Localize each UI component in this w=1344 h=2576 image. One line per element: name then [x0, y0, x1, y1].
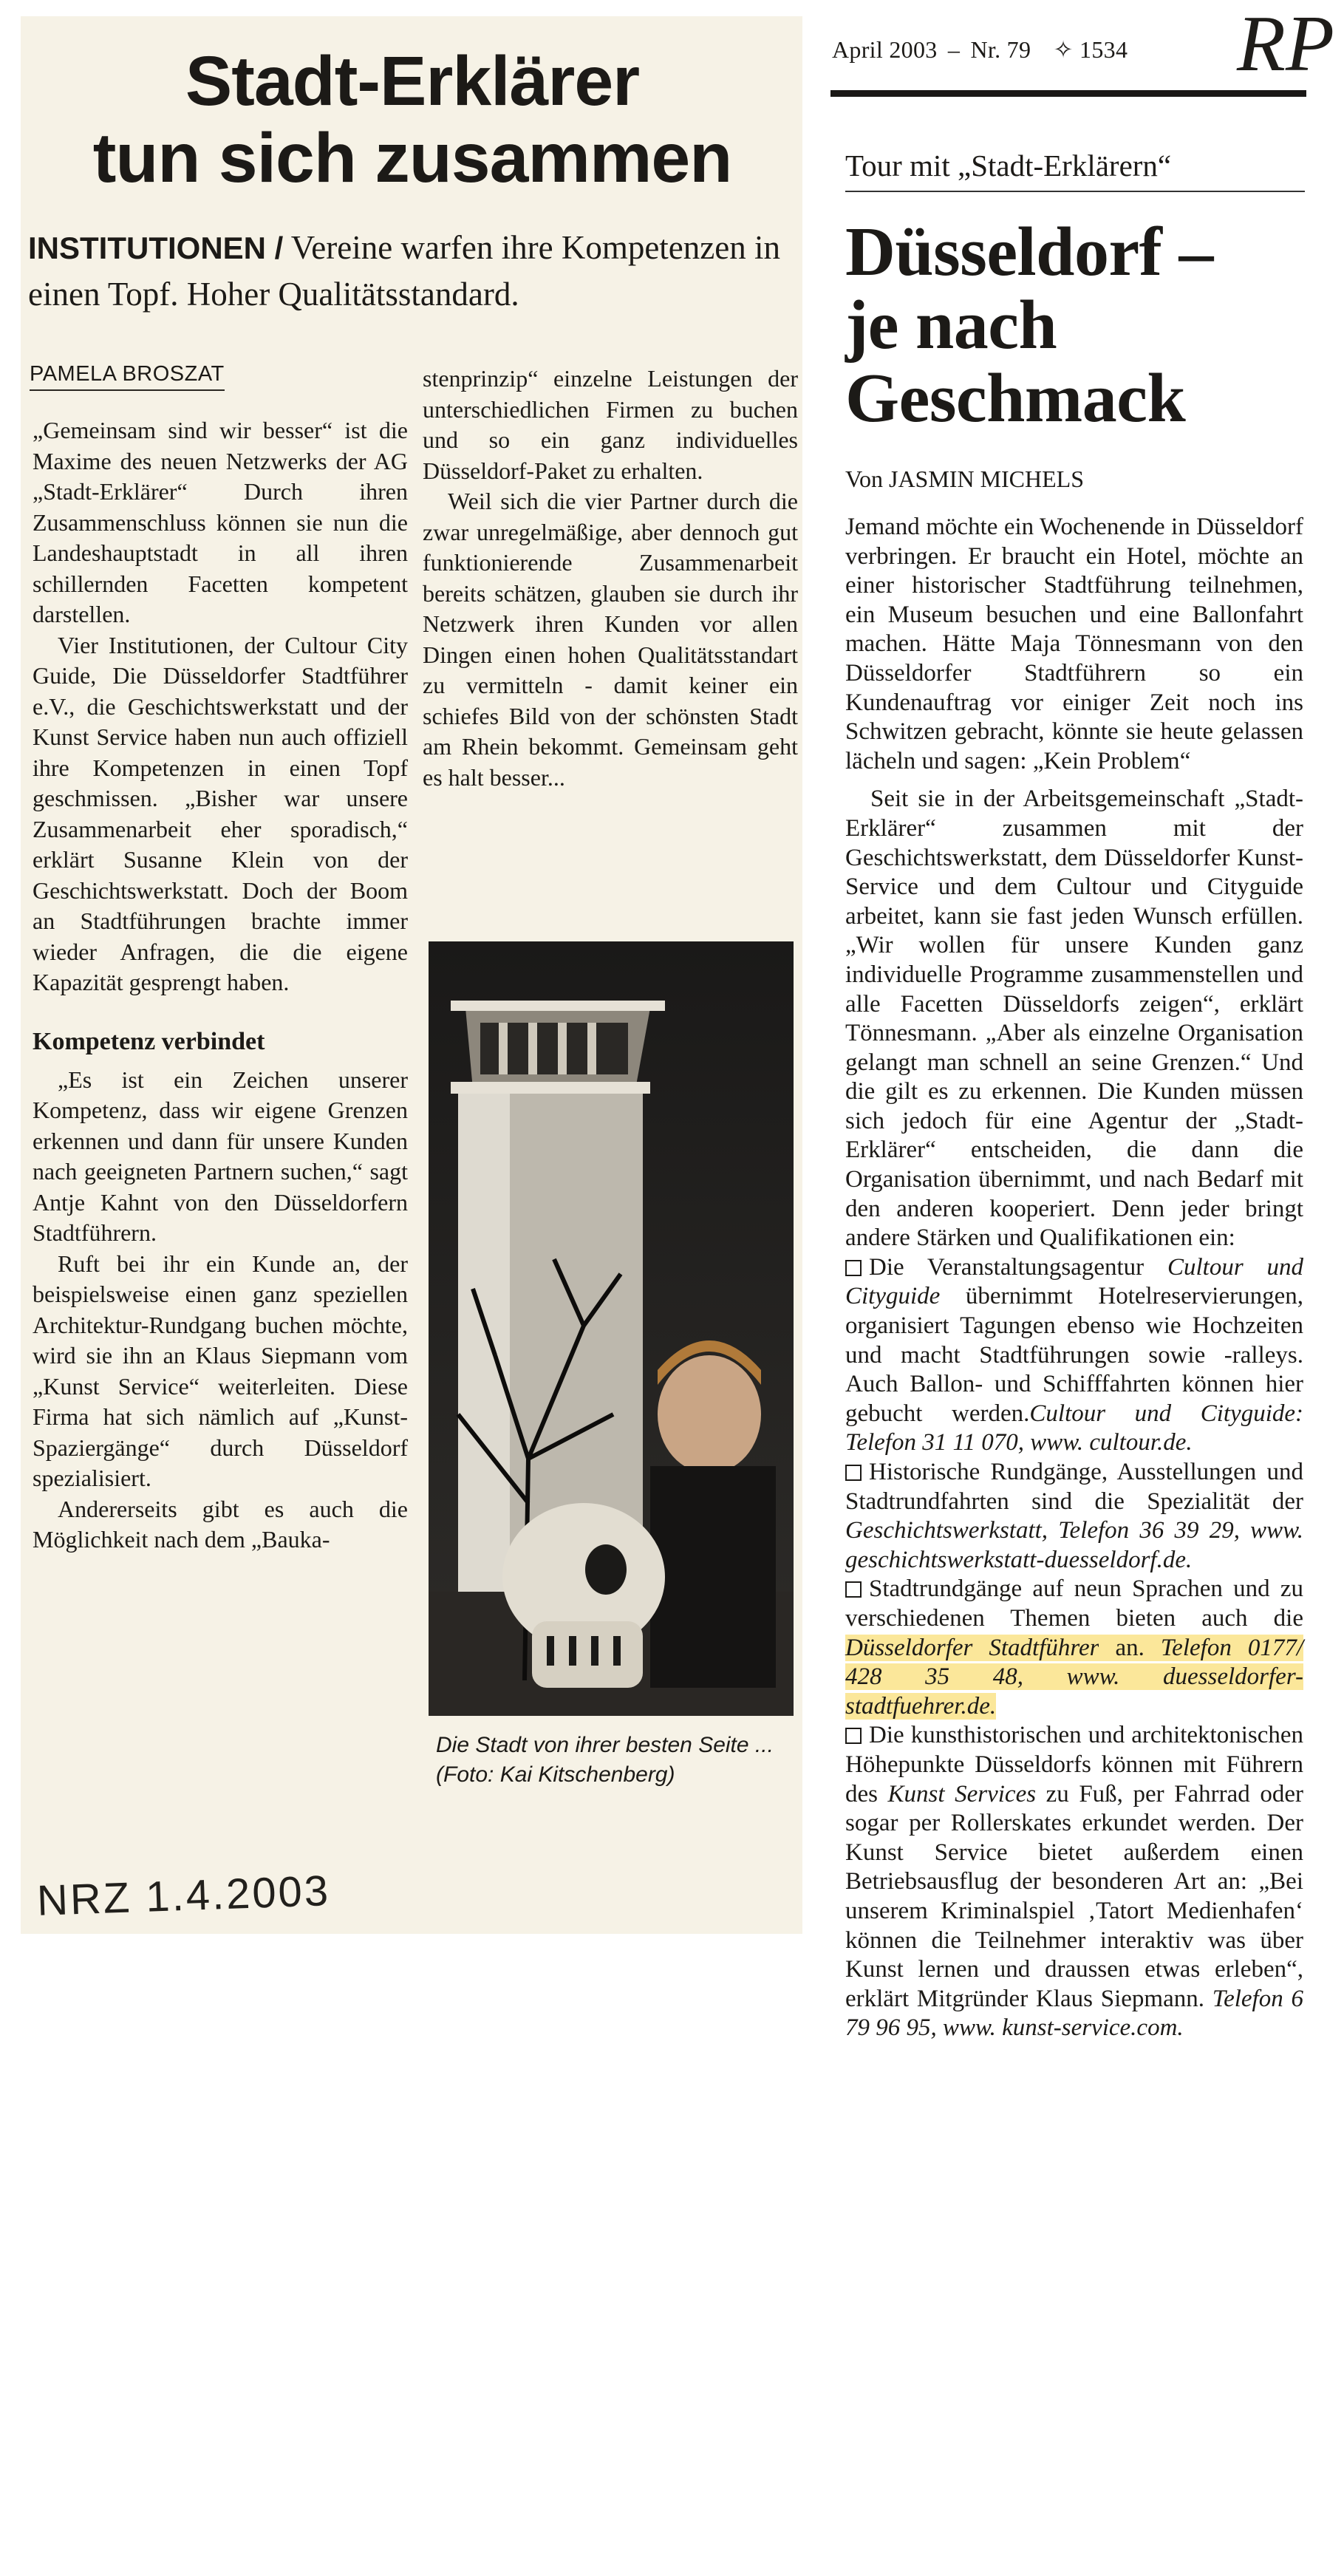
left-paragraph: stenprinzip“ einzelne Leistungen der unterschiedlichen Firmen zu buchen und so ein ganz individuelles Düsseldorf-Paket zu erhalten.	[423, 365, 798, 484]
left-paragraph: Andererseits gibt es auch die Möglichkeit nach dem „Bauka-	[33, 1495, 408, 1553]
bullet-contact-highlighted: Telefon 0177/ 428 35 48, www. duesseldorfer-stadtfuehrer.de.	[845, 1634, 1303, 1720]
issue-date: April 2003	[832, 36, 938, 63]
page-number: 1534	[1079, 36, 1128, 63]
left-headline-line2: tun sich zusammen	[92, 119, 732, 197]
left-paragraph: „Gemeinsam sind wir besser“ ist die Maxime des neuen Netzwerks der AG „Stadt-Erklärer“ Durch ihren Zusammenschluss können sie nun die Landeshauptstadt in all ihren schillernden Facetten kompetent darstellen.	[33, 417, 408, 627]
checkbox-square-icon	[845, 1728, 862, 1744]
header-rule	[830, 90, 1306, 97]
left-subhead-text: Vereine warfen ihre Kompetenzen in einen Topf. Hoher Qualitätsstandard.	[28, 229, 780, 313]
left-paragraph: „Es ist ein Zeichen unserer Kompetenz, dass wir eigene Grenzen erkennen und dann für unsere Kunden nach geeigneten Partnern suchen,“ sagt Antje Kahnt von den Düsseldorfern Stadtführern.	[33, 1066, 408, 1246]
bullet-text: Die Veranstaltungsagentur	[869, 1253, 1167, 1281]
bullet-contact: Telefon 6 79 96 95, www. kunst-service.com.	[845, 1985, 1303, 2042]
bullet-item-kunst-service	[845, 1721, 1303, 2043]
bullet-text: Die kunsthistorischen und architektonischen Höhepunkte Düsseldorfs können mit Führern des	[845, 1722, 1303, 1807]
checkbox-square-icon	[845, 1260, 862, 1276]
left-subheading: Kompetenz verbindet	[33, 1027, 265, 1055]
bullet-contact: Geschichtswerkstatt, Telefon 36 39 29, www. geschichtswerkstatt-duesseldorf.de.	[845, 1517, 1303, 1573]
left-kicker: INSTITUTIONEN /	[28, 231, 284, 265]
left-column-2	[423, 364, 798, 793]
star-icon: ✧	[1053, 36, 1074, 63]
right-headline-line2: je nach	[845, 287, 1057, 364]
nrz-clipping	[21, 16, 802, 1934]
checkbox-square-icon	[845, 1581, 862, 1598]
right-kicker: Tour mit „Stadt-Erklärern“	[845, 148, 1305, 192]
bullet-text: Historische Rundgänge, Ausstellungen und Stadtrundfahrten sind die Spezialität der	[845, 1459, 1303, 1515]
checkbox-square-icon	[845, 1465, 862, 1481]
bullet-contact: Cultour und Cityguide: Telefon 31 11 070, www. cultour.de.	[845, 1400, 1303, 1456]
issue-number: Nr. 79	[970, 36, 1031, 63]
left-paragraph: Vier Institutionen, der Cultour City Guide, Die Düsseldorfer Stadtführer e.V., die Geschichtswerkstatt und der Kunst Service haben nun auch offiziell ihre Kompetenzen in einen Topf geschmissen. „Bisher war unsere Zusammenarbeit eher sporadisch,“ erklärt Susanne Klein von der Geschichtswerkstatt. Doch der Boom an Stadtführungen brachte immer wieder Anfragen, die die eigene Kapazität gesprengt haben.	[33, 631, 408, 995]
bullet-item-cultour	[845, 1253, 1303, 1458]
right-headline-line3: Geschmack	[845, 360, 1186, 437]
right-headline-line1: Düsseldorf –	[845, 214, 1213, 290]
handwritten-rp-mark: RP	[1237, 0, 1334, 88]
right-paragraph: Jemand möchte ein Wochenende in Düsseldorf verbringen. Er braucht ein Hotel, möchte an einer historischer Stadtführung teilnehmen, ein Museum besuchen und eine Ballonfahrt machen. Hätte Maja Tönnesmann von den Düsseldorfer Stadtführern so ein Kundenauftrag vor einiger Zeit noch ins Schwitzen gebracht, könnte sie heute gelassen lächeln und sagen: „Kein Problem“	[845, 514, 1303, 774]
tower-photo	[429, 941, 794, 1716]
right-body	[845, 513, 1303, 2043]
left-headline-line1: Stadt-Erklärer	[185, 42, 640, 120]
bullet-agency-name: Cultour und Cityguide	[845, 1253, 1303, 1310]
bullet-agency-name: Kunst Services	[887, 1780, 1037, 1807]
left-byline: PAMELA BROSZAT	[30, 362, 225, 391]
rp-clipping	[822, 0, 1334, 2576]
issue-header	[832, 35, 1305, 64]
bullet-text: zu Fuß, per Fahrrad oder sogar per Rollerskates erkundet werden. Der Kunst Service bietet außerdem einen Betriebsausflug der besonderen Art an: „Bei unserem Kriminalspiel ‚Tatort Medienhafen‘ können die Teilnehmer interaktiv was über Kunst lernen und draussen etwas erleben“, erklärt Mitgründer Klaus Siepmann.	[845, 1780, 1303, 2012]
right-headline	[845, 216, 1311, 435]
left-headline	[43, 43, 782, 197]
issue-separator: –	[947, 36, 961, 63]
right-byline: Von JASMIN MICHELS	[845, 466, 1085, 492]
bullet-text: übernimmt Hotelreservierungen, organisiert Tagungen ebenso wie Hochzeiten und macht Stadtführungen sowie -ralleys. Auch Ballon- und Schifffahrten können hier gebucht werden.	[845, 1283, 1303, 1427]
left-column-1	[33, 415, 408, 1556]
right-paragraph: Seit sie in der Arbeitsgemeinschaft „Stadt-Erklärer“ zusammen mit der Geschichtswerkstatt, dem Düsseldorfer Kunst-Service und dem Cultour und Cityguide arbeitet, kann sie fast jeden Wunsch erfüllen. „Wir wollen für unsere Kunden ganz individuelle Programme zusammenstellen und alle Facetten Düsseldorfs zeigen“, erklärt Tönnesmann. „Aber als einzelne Organisation gelangt man schnell an seine Grenzen.“ Und die gilt es zu erkennen. Die Kunden müssen sich jedoch für eine Agentur der „Stadt-Erklärer“ entscheiden, die dann die Organisation übernimmt, und nach Bedarf mit den anderen kooperiert. Denn jeder bringt andere Stärken und Qualifikationen ein:	[845, 786, 1303, 1252]
left-subheadline	[28, 225, 789, 317]
bullet-text: an.	[1099, 1634, 1161, 1661]
bullet-text: Stadtrundgänge auf neun Sprachen und zu verschiedenen Themen bieten auch die	[845, 1575, 1303, 1632]
handwritten-source-note: NRZ 1.4.2003	[35, 1867, 332, 1925]
bullet-item-stadtfuehrer	[845, 1575, 1303, 1721]
bullet-agency-name: Düsseldorfer Stadtführer	[845, 1634, 1099, 1661]
tower-photo-illustration	[429, 941, 794, 1716]
left-paragraph: Weil sich die vier Partner durch die zwar unregelmäßige, aber dennoch gut funktionierende Zusammenarbeit bereits schätzen, glauben sie durch ihr Netzwerk ihren Kunden vor allen Dingen einen hohen Qualitätsstandart zu vermitteln - damit keiner ein schiefes Bild von der schönsten Stadt am Rhein bekommt. Gemeinsam geht es halt besser...	[423, 488, 798, 791]
photo-caption: Die Stadt von ihrer besten Seite ... (Foto: Kai Kitschenberg)	[436, 1733, 774, 1787]
bullet-item-geschichtswerkstatt	[845, 1458, 1303, 1575]
left-paragraph: Ruft bei ihr ein Kunde an, der beispielsweise einen ganz speziellen Architektur-Rundgang buchen möchte, wird sie ihn an Klaus Siepmann vom „Kunst Service“ weiterleiten. Diese Firma hat sich nämlich auf „Kunst-Spaziergänge“ durch Düsseldorf spezialisiert.	[33, 1250, 408, 1491]
